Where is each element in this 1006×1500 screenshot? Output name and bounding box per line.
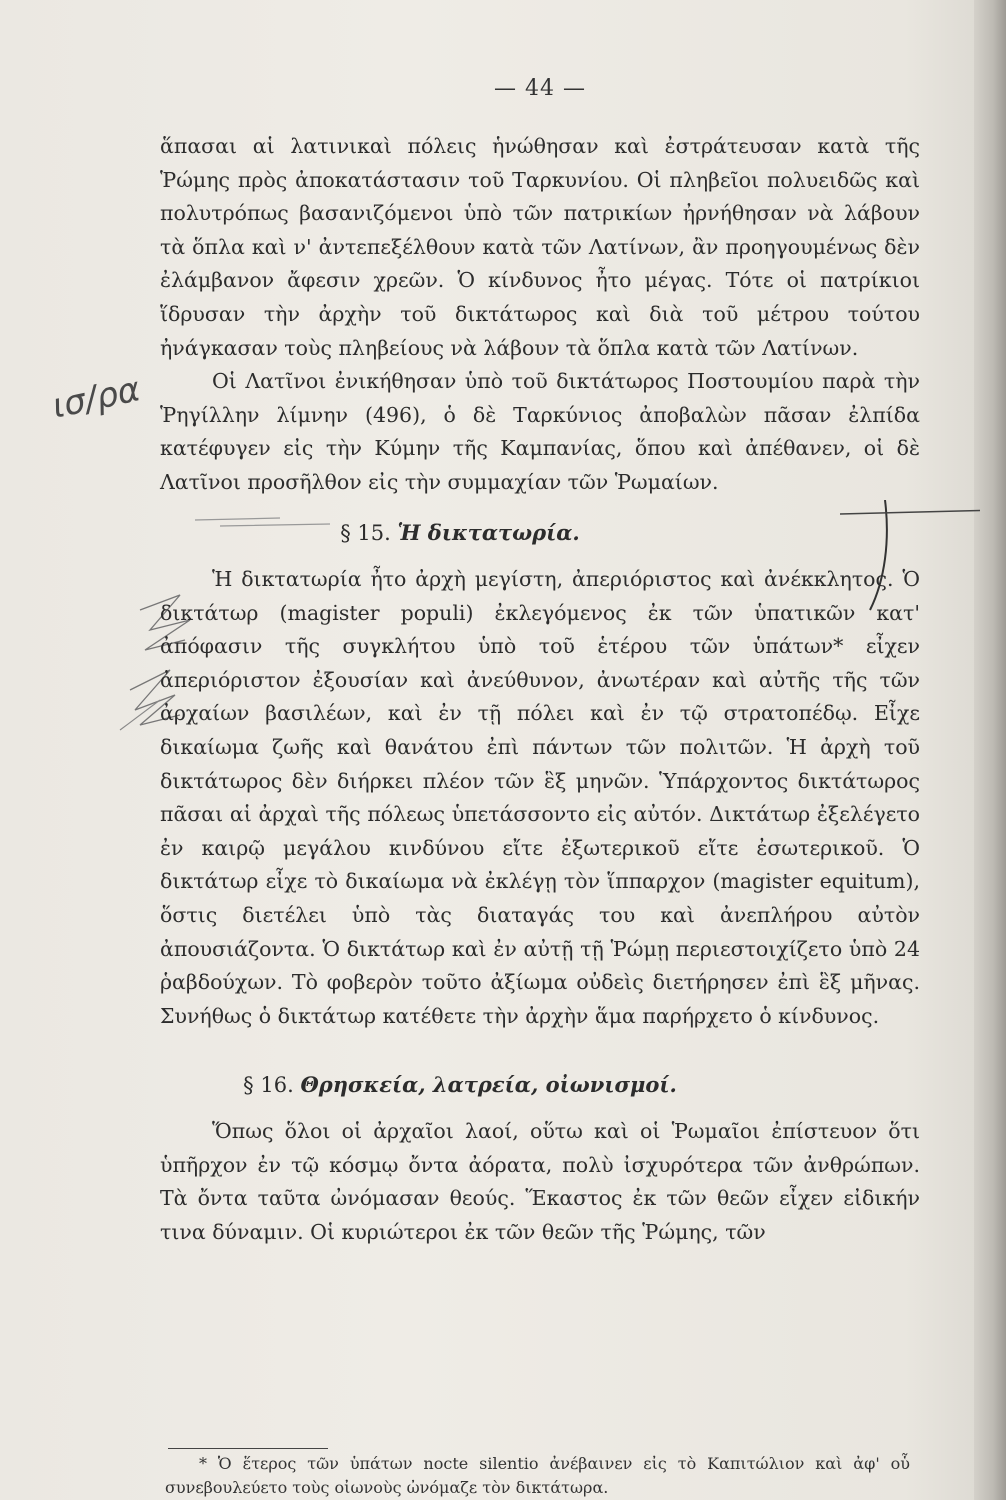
section-15-number: § 15. bbox=[340, 521, 391, 545]
paragraph-3: Ἡ δικτατωρία ἦτο ἀρχὴ μεγίστη, ἀπεριόριστος καὶ ἀνέκκλητος. Ὁ δικτάτωρ (magister populi) ἐκλεγόμενος ἐκ τῶν ὑπατικῶν κατ' ἀπόφασιν τῆς συγκλήτου ὑπὸ τοῦ ἑτέρου τῶν ὑπάτων* εἶχεν ἀπεριόριστον ἐξουσίαν καὶ ἀνεύθυνον, ἀνωτέραν καὶ αὐτῆς τῆς τῶν ἀρχαίων βασιλέων, καὶ ἐν τῇ πόλει καὶ ἐν τῷ στρατοπέδῳ. Εἶχε δικαίωμα ζωῆς καὶ θανάτου ἐπὶ πάντων τῶν πολιτῶν. Ἡ ἀρχὴ τοῦ δικτάτωρος δὲν διήρκει πλέον τῶν ἓξ μηνῶν. Ὑπάρχοντος δικτάτωρος πᾶσαι αἱ ἀρχαὶ τῆς πόλεως ὑπετάσσοντο εἰς αὐτόν. Δικτάτωρ ἐξελέγετο ἐν καιρῷ μεγάλου κινδύνου εἴτε ἐξωτερικοῦ εἴτε ἐσωτερικοῦ. Ὁ δικτάτωρ εἶχε τὸ δικαίωμα νὰ ἐκλέγῃ τὸν ἵππαρχον (magister equitum), ὅστις διετέλει ὑπὸ τὰς διαταγάς του καὶ ἀνεπλήρου αὐτὸν ἀπουσιάζοντα. Ὁ δικτάτωρ καὶ ἐν αὐτῇ τῇ Ῥώμῃ περιεστοιχίζετο ὑπὸ 24 ῥαβδούχων. Τὸ φοβερὸν τοῦτο ἀξίωμα οὐδεὶς διετήρησεν ἐπὶ ἓξ μῆνας. Συνήθως ὁ δικτάτωρ κατέθετε τὴν ἀρχὴν ἅμα παρήρχετο ὁ κίνδυνος. bbox=[160, 567, 920, 1028]
section-16-title: Θρησκεία, λατρεία, οἰωνισμοί. bbox=[300, 1072, 677, 1097]
text-block-bottom bbox=[160, 1115, 920, 1249]
section-16-number: § 16. bbox=[243, 1073, 294, 1097]
text-block-top bbox=[160, 130, 920, 500]
page-number: — 44 — bbox=[494, 76, 586, 101]
text-block-middle bbox=[160, 563, 920, 1033]
footnote-divider bbox=[168, 1448, 328, 1449]
section-15-title: Ἡ δικτατωρία. bbox=[397, 520, 580, 545]
paragraph-4: Ὅπως ὅλοι οἱ ἀρχαῖοι λαοί, οὕτω καὶ οἱ Ῥωμαῖοι ἐπίστευον ὅτι ὑπῆρχον ἐν τῷ κόσμῳ ὄντα ἀόρατα, πολὺ ἰσχυρότερα τῶν ἀνθρώπων. Τὰ ὄντα ταῦτα ὠνόμασαν θεούς. Ἕκαστος ἐκ τῶν θεῶν εἶχεν εἰδικήν τινα δύναμιν. Οἱ κυριώτεροι ἐκ τῶν θεῶν τῆς Ῥώμης, τῶν bbox=[160, 1119, 920, 1244]
handwritten-margin-note: ισ/ρα bbox=[48, 369, 144, 427]
paragraph-1: ἅπασαι αἱ λατινικαὶ πόλεις ἡνώθησαν καὶ ἐστράτευσαν κατὰ τῆς Ῥώμης πρὸς ἀποκατάστασιν τοῦ Ταρκυνίου. Οἱ πληβεῖοι πολυειδῶς καὶ πολυτρόπως βασανιζόμενοι ὑπὸ τῶν πατρικίων ἠρνήθησαν νὰ λάβουν τὰ ὅπλα καὶ ν' ἀντεπεξέλθουν κατὰ τῶν Λατίνων, ἂν προηγουμένως δὲν ἐλάμβανον ἄφεσιν χρεῶν. Ὁ κίνδυνος ἦτο μέγας. Τότε οἱ πατρίκιοι ἵδρυσαν τὴν ἀρχὴν τοῦ δικτάτωρος καὶ διὰ τοῦ μέτρου τούτου ἠνάγκασαν τοὺς πληβείους νὰ λάβουν τὰ ὅπλα κατὰ τῶν Λατίνων. bbox=[160, 134, 920, 360]
paragraph-2: Οἱ Λατῖνοι ἐνικήθησαν ὑπὸ τοῦ δικτάτωρος Ποστουμίου παρὰ τὴν Ῥηγίλλην λίμνην (496), ὁ δὲ Ταρκύνιος ἀποβαλὼν πᾶσαν ἐλπίδα κατέφυγεν εἰς τὴν Κύμην τῆς Καμπανίας, ὅπου καὶ ἀπέθανεν, οἱ δὲ Λατῖνοι προσῆλθον εἰς τὴν συμμαχίαν τῶν Ῥωμαίων. bbox=[160, 369, 920, 494]
section-16-heading bbox=[160, 1072, 760, 1097]
section-15-heading bbox=[160, 520, 760, 545]
footnote: * Ὁ ἕτερος τῶν ὑπάτων nocte silentio ἀνέβαινεν εἰς τὸ Καπιτώλιον καὶ ἀφ' οὗ συνεβουλεύετο τοὺς οἰωνοὺς ὠνόμαζε τὸν δικτάτωρα. bbox=[165, 1454, 910, 1497]
